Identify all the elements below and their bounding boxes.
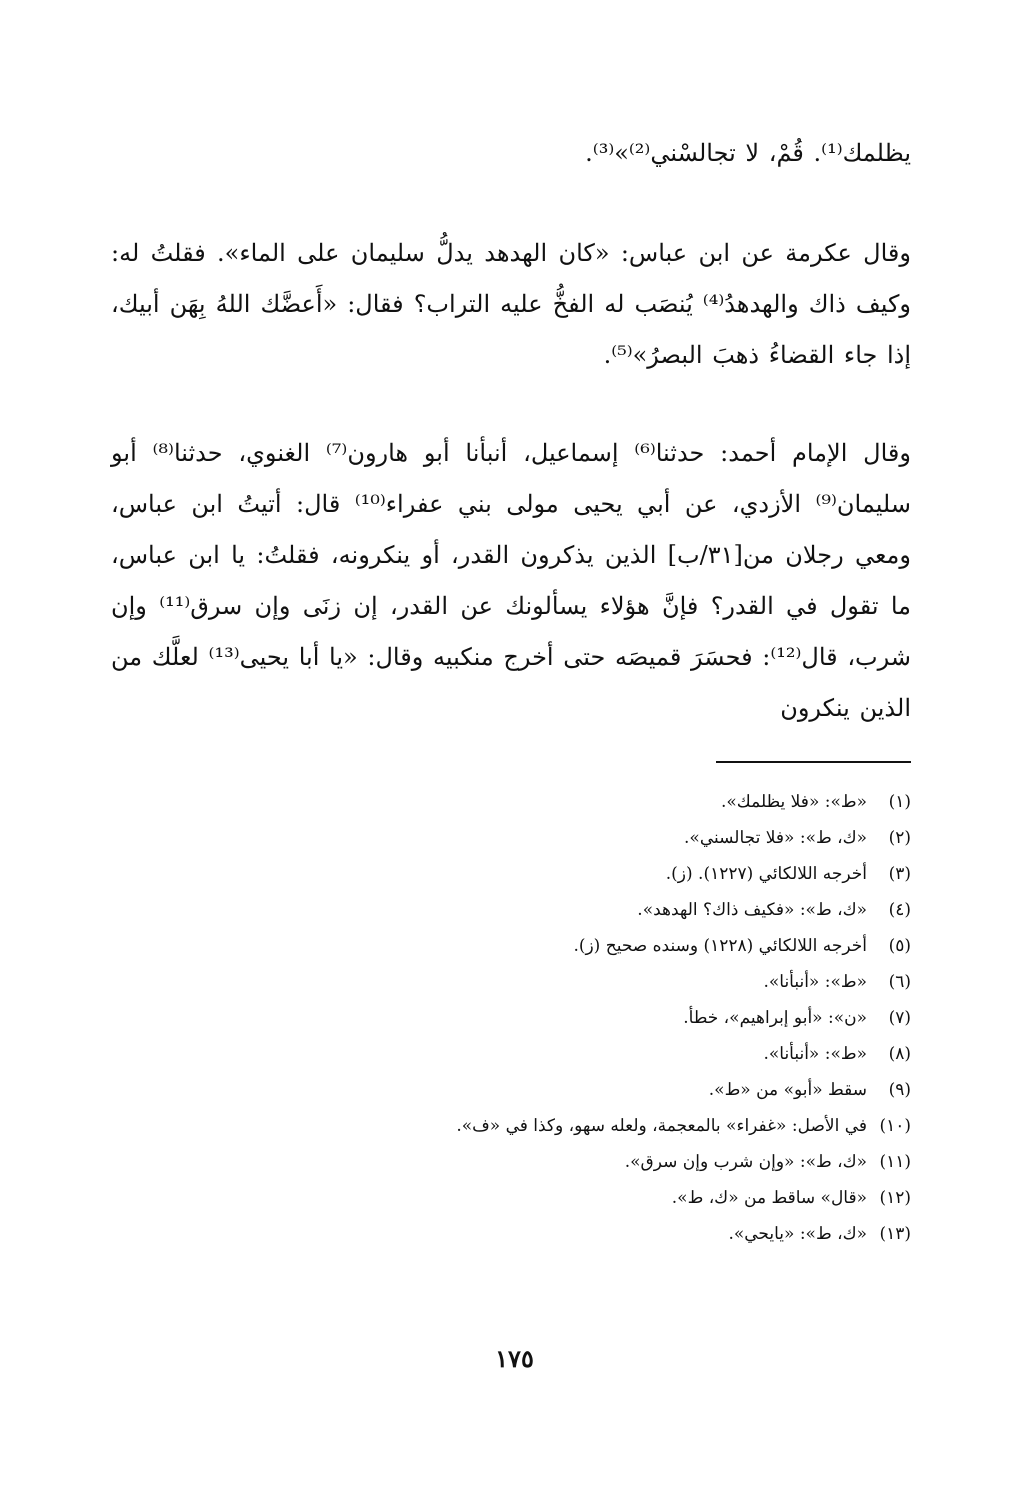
footnote-item [111,856,911,892]
footnote-item [111,784,911,820]
footnote-item [111,1072,911,1108]
footnote-text: سقط «أبو» من «ط». [708,1080,867,1100]
footnote-item [111,1216,911,1252]
paragraph-text: وقال عكرمة عن ابن عباس: «كان الهدهد يدلُّ سليمان على الماء». فقلتُ له: وكيف ذاك والهدهدُ⁽⁴⁾ يُنصَب له الفخُّ عليه التراب؟ فقال: «أَعضَّك اللهُ بِهَن أبيك، إذا جاء القضاءُ ذهبَ البصرُ»⁽⁵⁾. [111,239,911,369]
footnotes-list [111,784,911,1252]
footnote-text: «ك، ط»: «يايحي». [728,1224,867,1244]
paragraph-text: وقال الإمام أحمد: حدثنا⁽⁶⁾ إسماعيل، أنبأنا أبو هارون⁽⁷⁾ الغنوي، حدثنا⁽⁸⁾ أبو سليمان⁽⁹⁾ الأزدي، عن أبي يحيى مولى بني عفراء⁽¹⁰⁾ قال: أتيتُ ابن عباس، ومعي رجلان من[٣١/ب] الذين يذكرون القدر، أو ينكرونه، فقلتُ: يا ابن عباس، ما تقول في القدر؟ فإنَّ هؤلاء يسألونك عن القدر، إن زنَى وإن سرق⁽¹¹⁾ وإن شرب، قال⁽¹²⁾: فحسَرَ قميصَه حتى أخرج منكبيه وقال: «يا أبا يحيى⁽¹³⁾ لعلَّك من الذين ينكرون [111,439,912,722]
footnote-number: (٥) [888,936,911,956]
main-text-paragraph-1 [111,128,911,179]
footnote-number: (٢) [888,828,911,848]
paragraph-text: يظلمك⁽¹⁾. قُمْ، لا تجالسْني⁽²⁾»⁽³⁾. [585,139,911,167]
footnote-number: (١١) [879,1152,911,1172]
footnote-number: (٧) [888,1008,911,1028]
footnote-item [111,964,911,1000]
footnote-item [111,1180,911,1216]
footnote-item [111,1108,911,1144]
footnote-text: «ط»: «أنبأنا». [763,972,867,992]
footnote-text: في الأصل: «غفراء» بالمعجمة، ولعله سهو، وكذا في «ف». [456,1116,867,1136]
footnote-number: (١٢) [879,1188,911,1208]
footnote-item [111,892,911,928]
footnote-number: (١٣) [879,1224,911,1244]
main-text-paragraph-2 [111,228,911,381]
footnote-item [111,1000,911,1036]
footnote-item [111,1144,911,1180]
footnote-text: «قال» ساقط من «ك، ط». [671,1188,867,1208]
page-number: ١٧٥ [495,1344,534,1373]
footnote-item [111,1036,911,1072]
footnote-text: «ط»: «أنبأنا». [763,1044,867,1064]
footnote-separator [716,761,911,763]
footnote-item [111,820,911,856]
footnote-text: «ك، ط»: «فلا تجالسني». [684,828,867,848]
footnote-number: (٤) [888,900,911,920]
footnote-number: (١٠) [879,1116,911,1136]
footnote-text: «ط»: «فلا يظلمك». [721,792,867,812]
main-text-paragraph-3 [111,428,911,734]
footnote-number: (٨) [888,1044,911,1064]
footnote-item [111,928,911,964]
footnote-number: (٩) [888,1080,911,1100]
footnote-text: أخرجه اللالكائي (١٢٢٨) وسنده صحيح (ز). [573,936,867,956]
footnote-number: (٣) [888,864,911,884]
footnote-text: «ك، ط»: «وإن شرب وإن سرق». [624,1152,867,1172]
footnote-text: «ن»: «أبو إبراهيم»، خطأ. [683,1008,867,1028]
footnote-text: أخرجه اللالكائي (١٢٢٧). (ز). [665,864,867,884]
footnote-number: (١) [888,792,911,812]
footnote-text: «ك، ط»: «فكيف ذاك؟ الهدهد». [637,900,867,920]
footnote-number: (٦) [888,972,911,992]
